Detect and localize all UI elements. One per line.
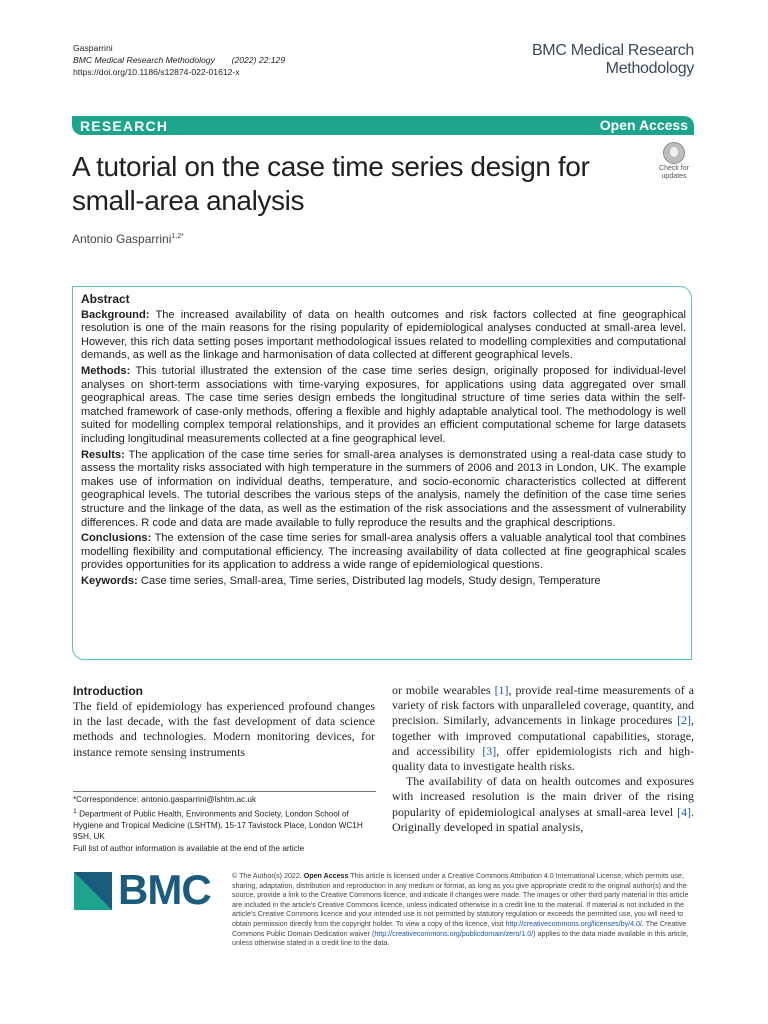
methods-text: This tutorial illustrated the extension of the case time series design, originally proposed for individual-level analyses on short-term associations with time-varying exposures, for applications using data aggregated over small geographical areas. The case time series design embeds the longitudinal structure of time series data within the self-matched framework of case-only methods, offering a flexible and highly adaptable analytical tool. The methodology is well suited for modelling complex temporal relationships, and it provides an efficient computational scheme for large datasets including longitudinal measurements collected at a fine geographical level. <box>81 364 686 445</box>
license-text: © The Author(s) 2022. Open Access This article is licensed under a Creative Commons Attribution 4.0 International License, which permits use, sharing, adaptation, distribution and reproduction in any medium or format, as long as you give appropriate credit to the original author(s) and the source, provide a link to the Creative Commons licence, and indicate if changes were made. The images or other third party material in this article are included in the article's Creative Commons licence, unless indicated otherwise in a credit line to the material. If material is not included in the article's Creative Commons licence and your intended use is not permitted by statutory regulation or exceeds the permitted use, you will need to obtain permission directly from the copyright holder. To view a copy of this licence, visit http://creativecommons.org/licenses/by/4.0/. The Creative Commons Public Domain Dedication waiver (http://creativecommons.org/publicdomain/zero/1.0/) applies to the data made available in this article, unless otherwise stated in a credit line to the data. <box>232 872 689 948</box>
abstract-background <box>81 309 686 363</box>
reference-link-2[interactable]: [2] <box>677 713 692 728</box>
full-author-info-note: Full list of author information is available at the end of the article <box>73 843 305 853</box>
header-citation <box>73 54 285 66</box>
methods-label: Methods: <box>81 364 131 377</box>
license-link-cc-zero[interactable]: http://creativecommons.org/publicdomain/zero/1.0/ <box>374 929 534 938</box>
author-line <box>72 232 184 246</box>
abstract <box>81 293 686 590</box>
conclusions-text: The extension of the case time series for small-area analysis offers a valuable analytical tool that combines modelling flexibility and computational efficiency. The increasing availability of data collected at fine geographical scales provides opportunities for its application to address a wide range of epidemiological questions. <box>81 532 686 572</box>
keywords-label: Keywords: <box>81 574 138 587</box>
journal-name <box>532 42 694 78</box>
section-label: RESEARCH <box>80 118 169 134</box>
check-for-updates-button[interactable] <box>654 140 694 180</box>
affiliation-1: $^1$ Department of Public Health, Environments and Society, London School of Hygiene and Tropical Medicine (LSHTM), 15-17 Tavistock Place, London WC1H 9SH, UK <box>73 807 363 842</box>
intro-paragraph-2: The availability of data on health outcomes and exposures with increased resolution is the main driver of the rising popularity of epidemiological analyses at small-area level [4]. Originally developed in spatial analysis, <box>392 774 694 834</box>
license-link-cc-by[interactable]: http://creativecommons.org/licenses/by/4.0/ <box>505 919 642 928</box>
intro-paragraph-1: or mobile wearables [1], provide real-time measurements of a variety of risk factors with unparalleled coverage, quantity, and precision. Similarly, advancements in linkage procedures [2], together with improved computational capabilities, storage, and accessibility [3], offer epidemiologists rich and high-quality data to investigate health risks. <box>392 683 695 774</box>
header-journal: BMC Medical Research Methodology <box>73 55 215 65</box>
header-year-volume: (2022) 22:129 <box>231 55 286 65</box>
reference-link-4[interactable]: [4] <box>677 804 692 819</box>
license-open-access: Open Access <box>303 872 349 880</box>
footnote-divider <box>73 791 376 792</box>
check-line2: updates <box>661 173 687 180</box>
author-affiliations[interactable]: 1,2* <box>171 233 184 240</box>
correspondence: *Correspondence: antonio.gasparrini@lshtm.ac.uk <box>73 795 257 804</box>
keywords-text: Case time series, Small-area, Time series, Distributed lag models, Study design, Temperature <box>140 574 601 587</box>
open-access-label: Open Access <box>599 117 688 133</box>
introduction-heading: Introduction <box>73 684 143 698</box>
author-name[interactable]: Antonio Gasparrini <box>72 232 172 246</box>
journal-name-line1: BMC Medical Research <box>531 42 694 59</box>
footnote <box>73 794 376 854</box>
introduction-right-column <box>392 683 694 835</box>
bmc-logo-text: BMC <box>118 866 211 913</box>
results-label: Results: <box>81 448 125 461</box>
reference-link-1[interactable]: [1] <box>494 683 509 697</box>
abstract-methods <box>81 365 686 447</box>
abstract-keywords <box>81 575 686 589</box>
header-doi[interactable]: https://doi.org/10.1186/s12874-022-01612-x <box>73 67 240 77</box>
article-title: A tutorial on the case time series design for small-area analysis <box>72 151 590 216</box>
background-label: Background: <box>81 308 150 321</box>
check-line1: Check for <box>659 165 689 172</box>
reference-link-3[interactable]: [3] <box>482 743 497 758</box>
abstract-results <box>81 449 686 531</box>
introduction-left-column: The field of epidemiology has experienced profound changes in the last decade, with the fast development of data science methods and technologies. Modern monitoring devices, for instance remote sensing instruments <box>73 699 375 759</box>
bmc-logo-icon <box>74 872 112 910</box>
abstract-conclusions <box>81 532 686 573</box>
header-author: Gasparrini <box>73 43 113 53</box>
abstract-heading: Abstract <box>81 292 130 306</box>
results-text: The application of the case time series for small-area analyses is demonstrated using a real-data case study to assess the mortality risks associated with high temperature in the summers of 2006 and 2013 in London, UK. The example makes use of information on individual deaths, temperature, and socio-economic characteristics collected at different geographical levels. The tutorial describes the various steps of the analysis, namely the definition of the case time series structure and the linkage of the data, as well as the estimation of the risk associations and the assessment of vulnerability differences. R code and data are made available to fully reproduce the results and the graphical descriptions. <box>81 448 686 529</box>
check-for-updates-icon <box>663 142 685 164</box>
background-text: The increased availability of data on health outcomes and risk factors collected at fine geographical resolution is one of the main reasons for the rising popularity of epidemiological analyses conducted at small-area level. However, this rich data setting poses important methodological issues related to modelling complexities and computational demands, as well as the linkage and harmonisation of data collected at different geographical levels. <box>81 308 686 362</box>
article-header-info <box>73 42 285 78</box>
journal-name-line2: Methodology <box>605 60 694 77</box>
conclusions-label: Conclusions: <box>81 532 152 545</box>
